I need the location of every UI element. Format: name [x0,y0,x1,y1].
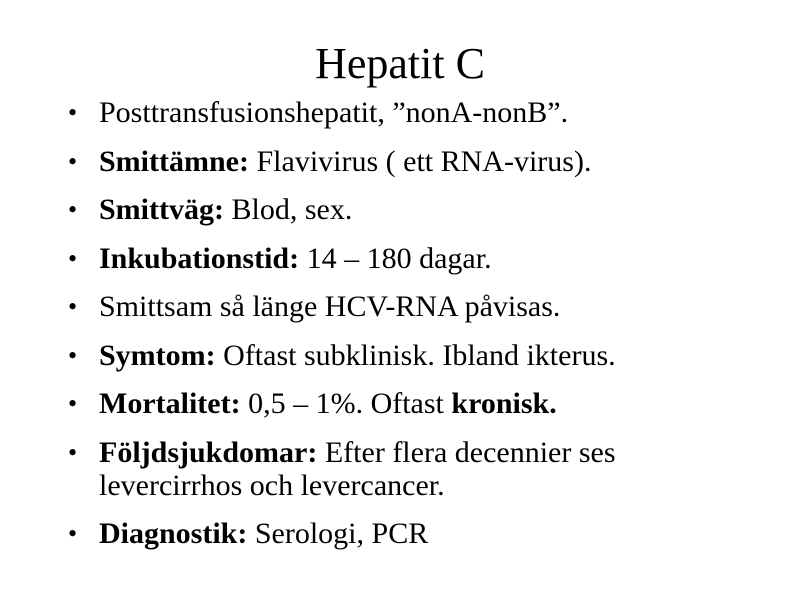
bullet-dot-icon: • [68,98,78,127]
bullet-item [68,96,758,129]
bullet-text: Flavivirus ( ett RNA-virus). [248,144,592,178]
bullet-text: 0,5 – 1%. Oftast [240,387,452,420]
bullet-dot-icon: • [68,146,78,176]
bullet-label: Symtom: [99,338,216,372]
bullet-dot-icon: • [68,389,78,418]
bullet-text: Posttransfusionshepatit, ”nonA-nonB”. [99,96,569,129]
bullet-label: Diagnostik: [99,517,248,550]
bullet-list [68,96,758,566]
bullet-dot-icon: • [68,437,78,467]
bullet-label: Följdsjukdomar: [99,435,318,469]
bullet-label: Inkubationstid: [99,241,300,275]
bullet-item [68,339,758,372]
bullet-emphasis: kronisk [451,387,550,420]
bullet-item [68,387,758,420]
bullet-item [68,193,758,226]
bullet-dot-icon: • [68,195,78,224]
bullet-text: 14 – 180 dagar. [299,241,492,275]
bullet-label: Smittämne: [99,144,249,178]
bullet-item [68,145,758,178]
bullet-label: Mortalitet: [99,387,241,420]
bullet-text: Efter flera decennier ses levercirrhos och levercancer. [99,435,616,502]
bullet-text: Oftast subklinisk. Ibland ikterus. [215,338,616,372]
bullet-text: Smittsam så länge HCV-RNA påvisas. [99,290,561,323]
bullet-dot-icon: • [68,519,78,548]
bullet-dot-icon: • [68,292,78,321]
bullet-dot-icon: • [68,340,78,370]
bullet-dot-icon: • [68,243,78,273]
bullet-label: Smittväg: [99,193,224,226]
bullet-tail: . [549,387,557,420]
slide-title: Hepatit C [315,39,485,88]
bullet-item [68,517,758,550]
bullet-text: Blod, sex. [223,193,353,226]
bullet-item [68,436,758,502]
bullet-item [68,242,758,275]
bullet-text: Serologi, PCR [247,517,429,550]
bullet-item [68,290,758,323]
